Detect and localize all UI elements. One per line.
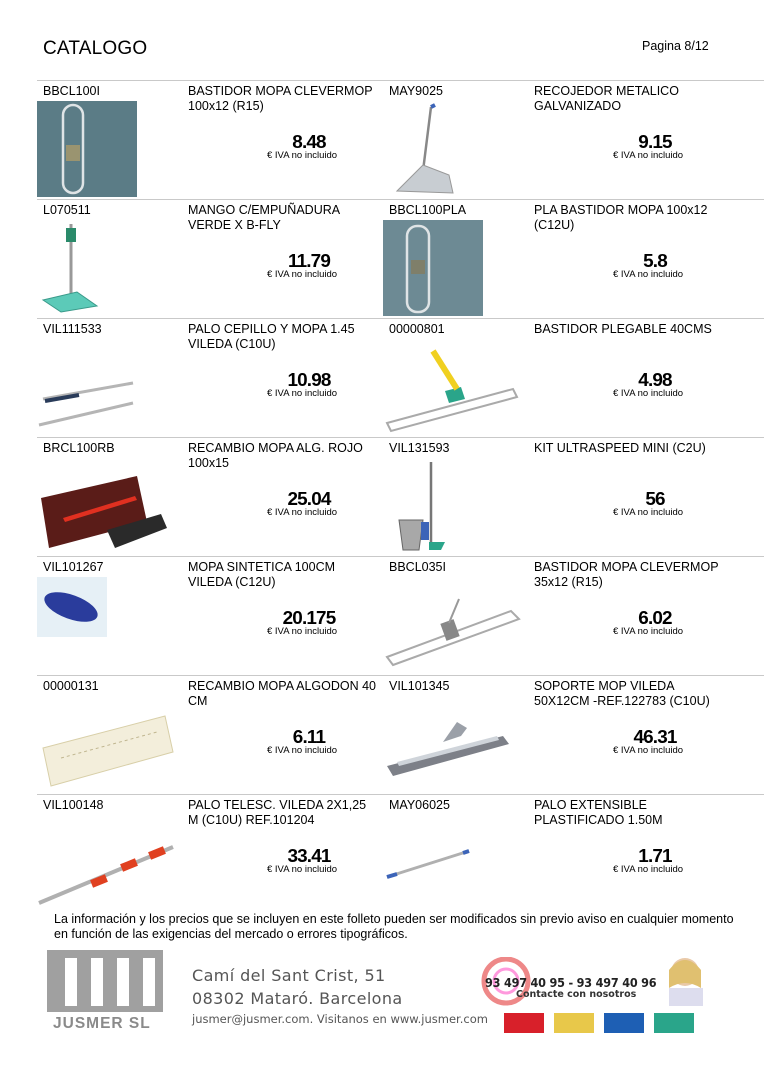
dustpan-icon — [383, 101, 483, 197]
product-card[interactable] — [37, 676, 383, 794]
product-price: 56 — [645, 489, 665, 509]
product-code: MAY9025 — [389, 84, 443, 98]
product-card[interactable] — [37, 795, 383, 913]
product-row — [37, 80, 764, 199]
iva-note: € IVA no incluido — [267, 388, 338, 399]
product-price: 11.79 — [287, 251, 331, 271]
iva-note: € IVA no incluido — [613, 150, 684, 161]
product-card[interactable] — [383, 200, 729, 318]
product-card[interactable] — [383, 81, 729, 199]
iva-note: € IVA no incluido — [267, 745, 338, 756]
product-row — [37, 318, 764, 437]
mop-frame-photo-icon — [383, 220, 483, 316]
disclaimer: La información y los precios que se incluyen en este folleto pueden ser modificados sin previo aviso en cualquier momento en función de las exigencias del mercado o errores tipográficos. — [54, 912, 734, 941]
brand-logo-tile — [604, 1013, 644, 1033]
product-price: 20.175 — [282, 608, 336, 628]
phone-numbers[interactable]: 93 497 40 95 - 93 497 40 96 — [485, 975, 657, 990]
cotton-mop-icon — [37, 696, 177, 792]
product-description: BASTIDOR PLEGABLE 40CMS — [534, 322, 712, 336]
catalog-title: CATALOGO — [43, 38, 148, 59]
product-card[interactable] — [37, 438, 383, 556]
iva-note: € IVA no incluido — [613, 507, 684, 518]
product-row — [37, 437, 764, 556]
extensible-pole-icon — [383, 815, 483, 911]
product-description: PALO CEPILLO Y MOPA 1.45 VILEDA (C10U) — [188, 322, 355, 351]
blue-mop-icon — [37, 577, 107, 637]
product-description: SOPORTE MOP VILEDA 50X12CM -REF.122783 (C10U) — [534, 679, 710, 708]
product-description: RECOJEDOR METALICO GALVANIZADO — [534, 84, 679, 113]
company-name: JUSMER SL — [53, 1015, 151, 1032]
product-card[interactable] — [383, 319, 729, 437]
product-description: BASTIDOR MOPA CLEVERMOP 100x12 (R15) — [188, 84, 373, 113]
mop-frame-photo-icon — [37, 101, 137, 197]
address-line-1: Camí del Sant Crist, 51 — [192, 966, 386, 985]
iva-note: € IVA no incluido — [613, 269, 684, 280]
product-description: RECAMBIO MOPA ALG. ROJO 100x15 — [188, 441, 363, 470]
product-grid — [37, 80, 764, 913]
product-price: 9.15 — [638, 132, 672, 152]
bucket-kit-icon — [383, 458, 483, 554]
product-code: VIL101267 — [43, 560, 104, 574]
product-description: PLA BASTIDOR MOPA 100x12 (C12U) — [534, 203, 708, 232]
iva-note: € IVA no incluido — [613, 864, 684, 875]
product-price: 5.8 — [643, 251, 667, 271]
product-card[interactable] — [383, 676, 729, 794]
product-card[interactable] — [37, 557, 383, 675]
telescopic-pole-icon — [37, 815, 177, 911]
iva-note: € IVA no incluido — [267, 864, 338, 875]
product-row — [37, 556, 764, 675]
product-price: 1.71 — [638, 846, 672, 866]
product-price: 4.98 — [638, 370, 672, 390]
mop-support-icon — [383, 696, 523, 792]
product-price: 6.02 — [638, 608, 672, 628]
product-description: RECAMBIO MOPA ALGODON 40 CM — [188, 679, 377, 708]
product-description: PALO TELESC. VILEDA 2X1,25 M (C10U) REF.101204 — [188, 798, 367, 827]
iva-note: € IVA no incluido — [613, 626, 684, 637]
product-description: PALO EXTENSIBLE PLASTIFICADO 1.50M — [534, 798, 663, 827]
product-row — [37, 675, 764, 794]
product-code: BBCL035I — [389, 560, 446, 574]
product-code: BBCL100PLA — [389, 203, 467, 217]
red-mop-refill-icon — [37, 458, 177, 554]
product-code: VIL131593 — [389, 441, 450, 455]
folding-frame-icon — [383, 339, 523, 435]
product-code: VIL100148 — [43, 798, 104, 812]
product-card[interactable] — [383, 795, 729, 913]
iva-note: € IVA no incluido — [267, 507, 338, 518]
product-description: BASTIDOR MOPA CLEVERMOP 35x12 (R15) — [534, 560, 719, 589]
handle-green-icon — [37, 220, 137, 316]
product-row — [37, 794, 764, 913]
brand-logos — [500, 1011, 700, 1035]
brand-logo-tile — [654, 1013, 694, 1033]
pole-icon — [37, 339, 137, 435]
product-code: BBCL100I — [43, 84, 100, 98]
page-number: Pagina 8/12 — [642, 39, 709, 53]
operator-photo-icon — [655, 948, 713, 1006]
contact-email-web[interactable]: jusmer@jusmer.com. Visitanos en www.jusmer.com — [192, 1012, 488, 1026]
product-card[interactable] — [37, 319, 383, 437]
product-description: MANGO C/EMPUÑADURA VERDE X B-FLY — [188, 203, 340, 232]
product-code: VIL111533 — [43, 322, 102, 336]
product-description: MOPA SINTETICA 100CM VILEDA (C12U) — [188, 560, 336, 589]
product-code: VIL101345 — [389, 679, 450, 693]
product-code: MAY06025 — [389, 798, 450, 812]
product-row — [37, 199, 764, 318]
product-card[interactable] — [383, 557, 729, 675]
iva-note: € IVA no incluido — [267, 626, 338, 637]
product-card[interactable] — [383, 438, 729, 556]
product-price: 8.48 — [292, 132, 326, 152]
iva-note: € IVA no incluido — [613, 388, 684, 399]
contact-label: Contacte con nosotros — [516, 989, 637, 1000]
product-card[interactable] — [37, 81, 383, 199]
product-price: 46.31 — [633, 727, 677, 747]
product-code: 00000131 — [43, 679, 99, 693]
product-price: 6.11 — [292, 727, 326, 747]
product-code: 00000801 — [389, 322, 445, 336]
iva-note: € IVA no incluido — [267, 269, 338, 280]
product-price: 25.04 — [287, 489, 331, 509]
product-card[interactable] — [37, 200, 383, 318]
address-line-2: 08302 Mataró. Barcelona — [192, 989, 403, 1008]
iva-note: € IVA no incluido — [267, 150, 338, 161]
product-price: 10.98 — [287, 370, 331, 390]
product-description: KIT ULTRASPEED MINI (C2U) — [534, 441, 706, 455]
brand-logo-tile — [504, 1013, 544, 1033]
product-code: L070511 — [43, 203, 91, 217]
product-price: 33.41 — [287, 846, 331, 866]
brand-logo-tile — [554, 1013, 594, 1033]
iva-note: € IVA no incluido — [613, 745, 684, 756]
product-code: BRCL100RB — [43, 441, 115, 455]
wire-frame-icon — [383, 577, 523, 673]
